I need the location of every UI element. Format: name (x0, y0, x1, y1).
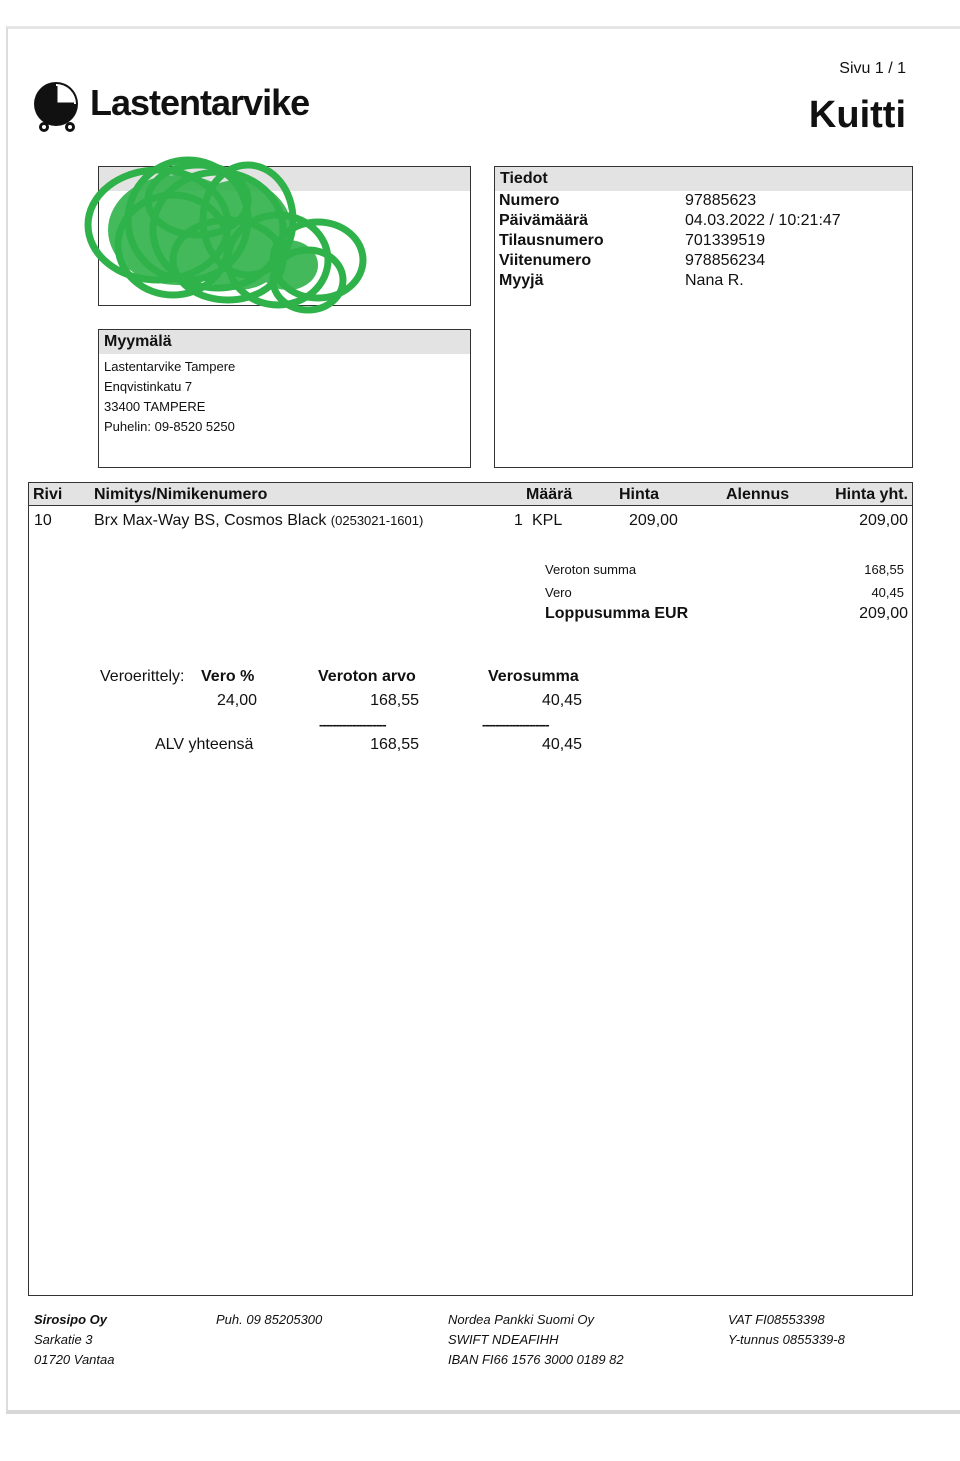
col-row: Rivi (33, 486, 63, 503)
info-value: 978856234 (685, 252, 766, 269)
footer-line: SWIFT NDEAFIHH (448, 1332, 559, 1347)
store-line: Enqvistinkatu 7 (104, 379, 193, 394)
tax-value: 40,45 (871, 585, 904, 600)
footer-bank (448, 1310, 624, 1370)
net-value: 168,55 (864, 562, 904, 577)
col-discount: Alennus (726, 486, 790, 503)
item-price: 209,00 (629, 512, 678, 529)
footer-line: Puh. 09 85205300 (216, 1312, 323, 1327)
info-label: Tilausnumero (499, 232, 604, 249)
info-row (495, 191, 912, 211)
item-unit: KPL (532, 512, 563, 529)
footer-ids (728, 1310, 845, 1350)
items-table (28, 482, 913, 1296)
info-value: 701339519 (685, 232, 766, 249)
col-price: Hinta (619, 486, 659, 503)
row-number: 10 (34, 512, 52, 529)
item-qty: 1 (514, 512, 523, 529)
redaction-scribble (78, 150, 378, 330)
info-label: Viitenumero (499, 252, 592, 269)
info-value: 04.03.2022 / 10:21:47 (685, 212, 841, 229)
col-qty: Määrä (526, 486, 573, 503)
item-code: (0253021-1601) (330, 513, 424, 528)
stroller-icon (32, 78, 88, 134)
info-label: Päivämäärä (499, 212, 588, 229)
grand-total-value: 209,00 (859, 605, 908, 622)
vat-label: Veroerittely: (100, 668, 185, 685)
tax-label: Vero (545, 585, 572, 600)
vat-col-tax: Verosumma (488, 668, 579, 685)
vat-sum-net: 168,55 (370, 736, 419, 753)
info-row (495, 271, 912, 291)
table-header (29, 483, 912, 506)
info-box (494, 166, 913, 468)
item-name (94, 512, 423, 530)
footer-line: IBAN FI66 1576 3000 0189 82 (448, 1352, 624, 1367)
footer-line: 01720 Vantaa (34, 1352, 115, 1367)
footer-line: Sarkatie 3 (34, 1332, 93, 1347)
vat-divider: -------------------- (482, 717, 549, 732)
footer-line: Y-tunnus 0855339-8 (728, 1332, 845, 1347)
footer-line: Nordea Pankki Suomi Oy (448, 1312, 594, 1327)
grand-total-label: Loppusumma EUR (545, 605, 689, 622)
store-box (98, 329, 471, 468)
vat-divider: -------------------- (319, 717, 386, 732)
vat-tax: 40,45 (541, 692, 582, 709)
info-row (495, 231, 912, 251)
store-heading: Myymälä (99, 330, 470, 354)
info-label: Myyjä (499, 272, 544, 289)
info-row (495, 251, 912, 271)
footer-phone (216, 1310, 322, 1330)
footer-company (34, 1310, 114, 1370)
vat-col-rate: Vero % (201, 668, 255, 685)
store-line: 33400 TAMPERE (104, 399, 206, 414)
store-line: Puhelin: 09-8520 5250 (104, 419, 235, 434)
document-title: Kuitti (808, 94, 906, 136)
info-label: Numero (499, 192, 560, 209)
vat-rate: 24,00 (216, 692, 257, 709)
info-value: Nana R. (685, 272, 744, 289)
item-total: 209,00 (859, 512, 908, 529)
vat-net: 168,55 (370, 692, 419, 709)
footer-line: VAT FI08553398 (728, 1312, 825, 1327)
item-title: Brx Max-Way BS, Cosmos Black (94, 512, 327, 529)
info-value: 97885623 (685, 192, 757, 209)
footer-line: Sirosipo Oy (34, 1312, 107, 1327)
brand-logo (32, 78, 322, 134)
net-label: Veroton summa (545, 562, 637, 577)
col-total: Hinta yht. (835, 486, 908, 503)
vat-sum-tax: 40,45 (541, 736, 582, 753)
info-heading: Tiedot (495, 167, 912, 191)
store-line: Lastentarvike Tampere (104, 359, 236, 374)
brand-name: Lastentarvike (90, 82, 310, 123)
vat-col-net: Veroton arvo (318, 668, 416, 685)
vat-sum-label: ALV yhteensä (155, 736, 254, 753)
info-row (495, 211, 912, 231)
col-name: Nimitys/Nimikenumero (94, 486, 268, 503)
page-number: Sivu 1 / 1 (839, 60, 906, 77)
